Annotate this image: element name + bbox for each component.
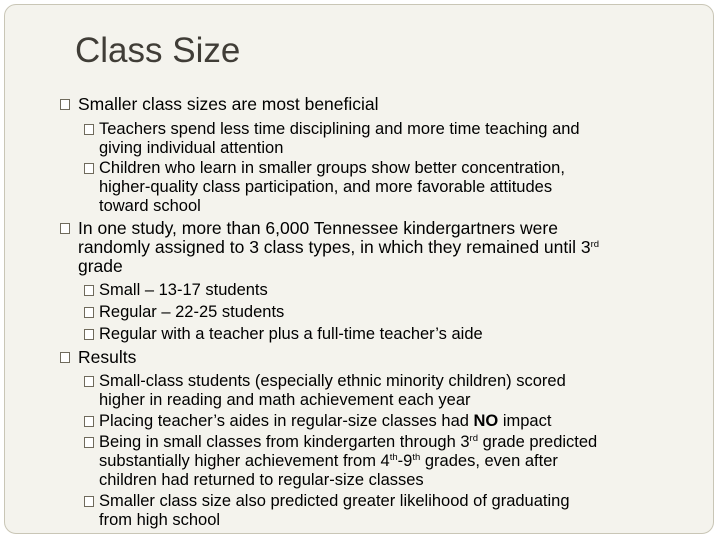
bullet-text bbox=[99, 159, 565, 216]
bullet-box-icon bbox=[60, 352, 70, 363]
bullet-text bbox=[99, 492, 570, 530]
bullet-box-icon bbox=[84, 285, 94, 296]
bullet-box-icon bbox=[60, 223, 70, 234]
line-text: grades, even after bbox=[420, 452, 558, 470]
superscript: th bbox=[389, 452, 398, 463]
bullet-text: Smaller class sizes are most beneficial bbox=[78, 94, 379, 114]
emphasis-text: NO bbox=[473, 412, 499, 430]
line: higher in reading and math achievement each year bbox=[99, 391, 471, 409]
bullet-text bbox=[78, 219, 599, 276]
line: giving individual attention bbox=[99, 139, 284, 157]
line: children had returned to regular-size classes bbox=[99, 471, 424, 489]
bullet-box-icon bbox=[84, 416, 94, 427]
bullet-box-icon bbox=[60, 99, 70, 110]
bullet-text bbox=[99, 120, 580, 158]
line bbox=[99, 433, 597, 452]
bullet-box-icon bbox=[84, 124, 94, 135]
line bbox=[99, 412, 551, 431]
bullet-box-icon bbox=[84, 307, 94, 318]
bullet-text: Results bbox=[78, 347, 137, 367]
slide bbox=[4, 4, 714, 534]
line: from high school bbox=[99, 511, 221, 529]
bullet-text bbox=[99, 412, 551, 431]
line-text: substantially higher achievement from 4 bbox=[99, 452, 390, 470]
line-text: grade predicted bbox=[477, 433, 598, 451]
bullet-box-icon bbox=[84, 376, 94, 387]
superscript: rd bbox=[469, 433, 478, 444]
line bbox=[99, 452, 597, 471]
line: grade bbox=[78, 256, 123, 276]
bullet-text bbox=[99, 372, 566, 410]
line-text: Placing teacher’s aides in regular-size classes had bbox=[99, 412, 474, 430]
line-text: Being in small classes from kindergarten through 3 bbox=[99, 433, 470, 451]
line: Children who learn in smaller groups show better concentration, bbox=[99, 159, 565, 177]
line: toward school bbox=[99, 197, 201, 215]
line: In one study, more than 6,000 Tennessee kindergartners were bbox=[78, 218, 558, 238]
line bbox=[78, 238, 599, 257]
superscript: rd bbox=[590, 239, 600, 250]
slide-title: Class Size bbox=[75, 31, 241, 70]
bullet-text: Small – 13-17 students bbox=[99, 281, 268, 299]
bullet-box-icon bbox=[84, 163, 94, 174]
bullet-text bbox=[99, 433, 597, 490]
line-text: randomly assigned to 3 class types, in which they remained until 3 bbox=[78, 237, 591, 257]
line-text: -9 bbox=[397, 452, 413, 470]
line: Smaller class size also predicted greater likelihood of graduating bbox=[99, 492, 570, 510]
bullet-box-icon bbox=[84, 329, 94, 340]
superscript: th bbox=[412, 452, 421, 463]
line: Teachers spend less time disciplining and more time teaching and bbox=[99, 120, 580, 138]
line-text: impact bbox=[498, 412, 552, 430]
bullet-text: Regular – 22-25 students bbox=[99, 303, 285, 321]
bullet-text: Regular with a teacher plus a full-time teacher’s aide bbox=[99, 325, 483, 343]
bullet-box-icon bbox=[84, 437, 94, 448]
line: Small-class students (especially ethnic minority children) scored bbox=[99, 372, 566, 390]
bullet-box-icon bbox=[84, 496, 94, 507]
line: higher-quality class participation, and more favorable attitudes bbox=[99, 178, 553, 196]
